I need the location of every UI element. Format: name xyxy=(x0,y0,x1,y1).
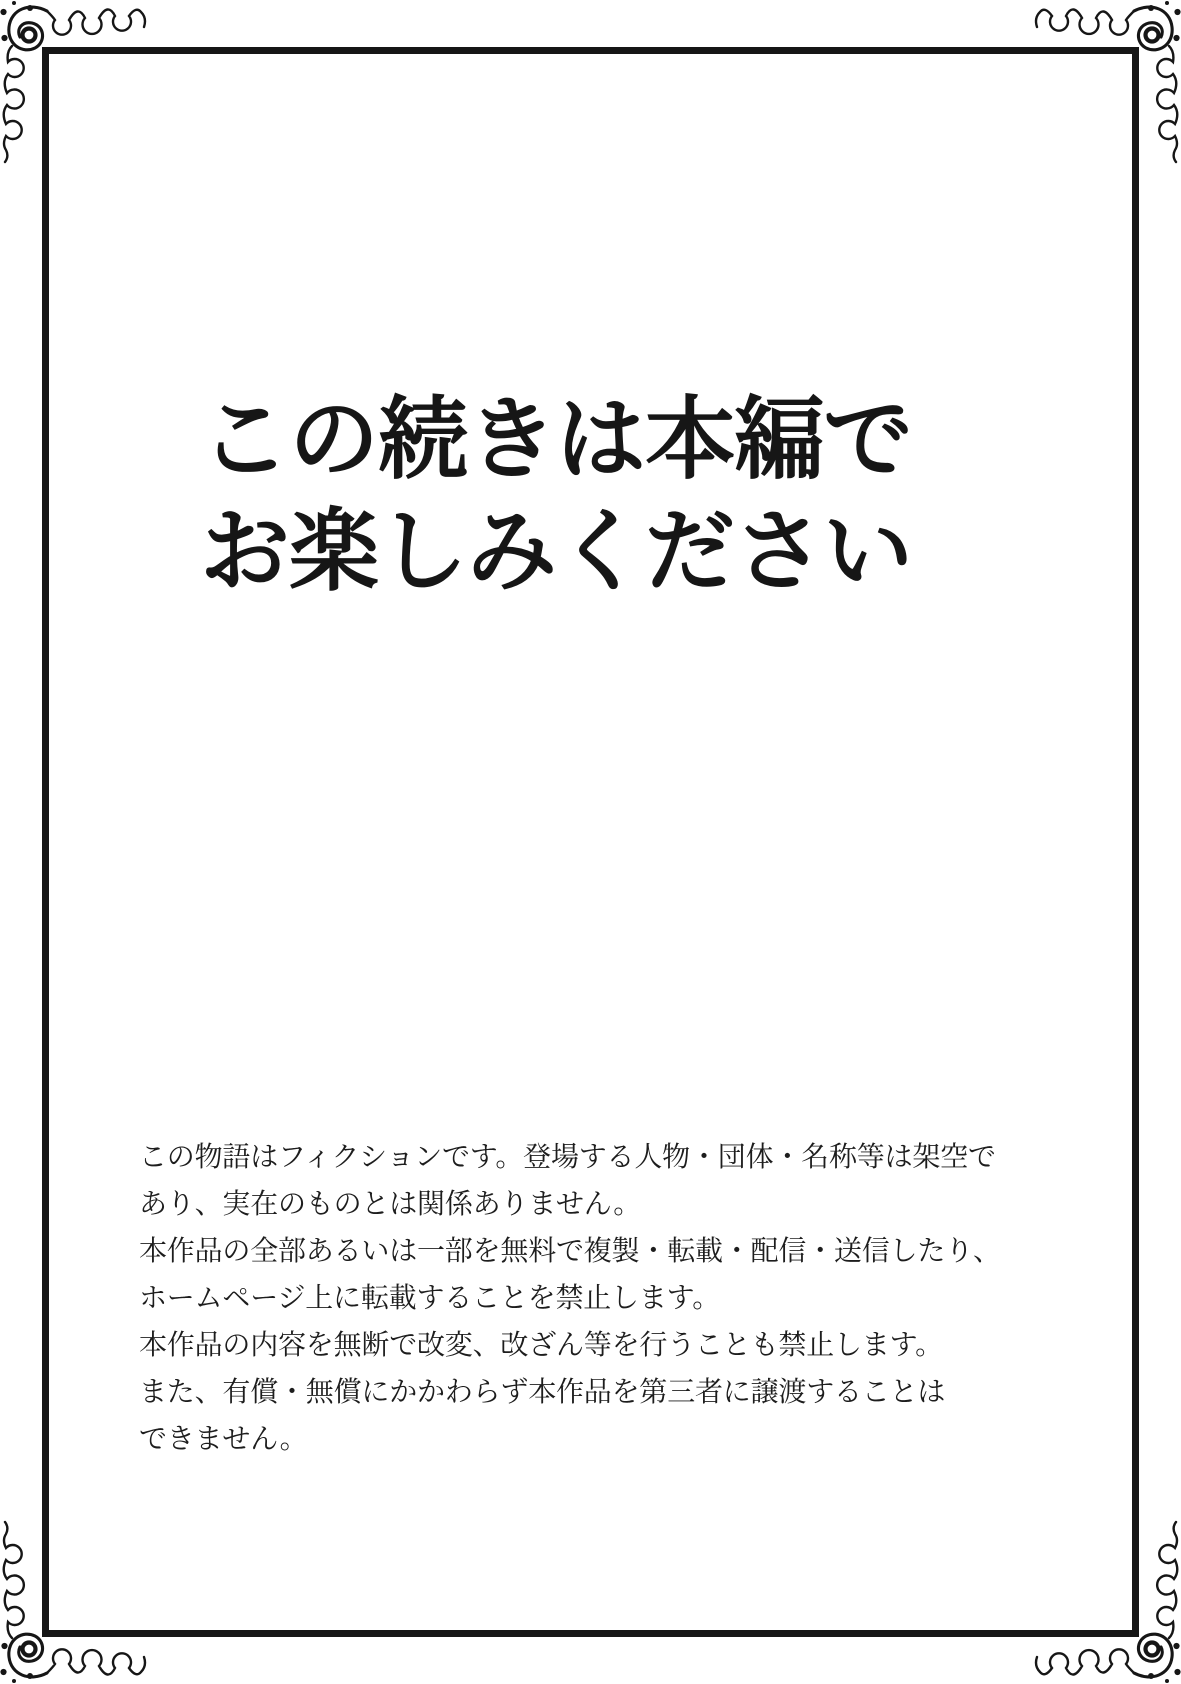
disclaimer-line: この物語はフィクションです。登場する人物・団体・名称等は架空で xyxy=(139,1141,996,1172)
disclaimer-line: できません。 xyxy=(139,1423,308,1454)
disclaimer-line: 本作品の全部あるいは一部を無料で複製・転載・配信・送信したり、 xyxy=(139,1235,1001,1266)
disclaimer-line: 本作品の内容を無断で改変、改ざん等を行うことも禁止します。 xyxy=(139,1329,943,1360)
continuation-heading xyxy=(200,384,912,608)
disclaimer-line: また、有償・無償にかかわらず本作品を第三者に譲渡することは xyxy=(139,1376,946,1407)
disclaimer-line: ホームページ上に転載することを禁止します。 xyxy=(139,1282,721,1313)
continuation-heading-line1: この続きは本編で xyxy=(200,390,912,490)
disclaimer-line: あり、実在のものとは関係ありません。 xyxy=(139,1188,642,1219)
continuation-heading-line2: お楽しみください xyxy=(200,502,912,602)
disclaimer-block xyxy=(139,1133,1001,1462)
